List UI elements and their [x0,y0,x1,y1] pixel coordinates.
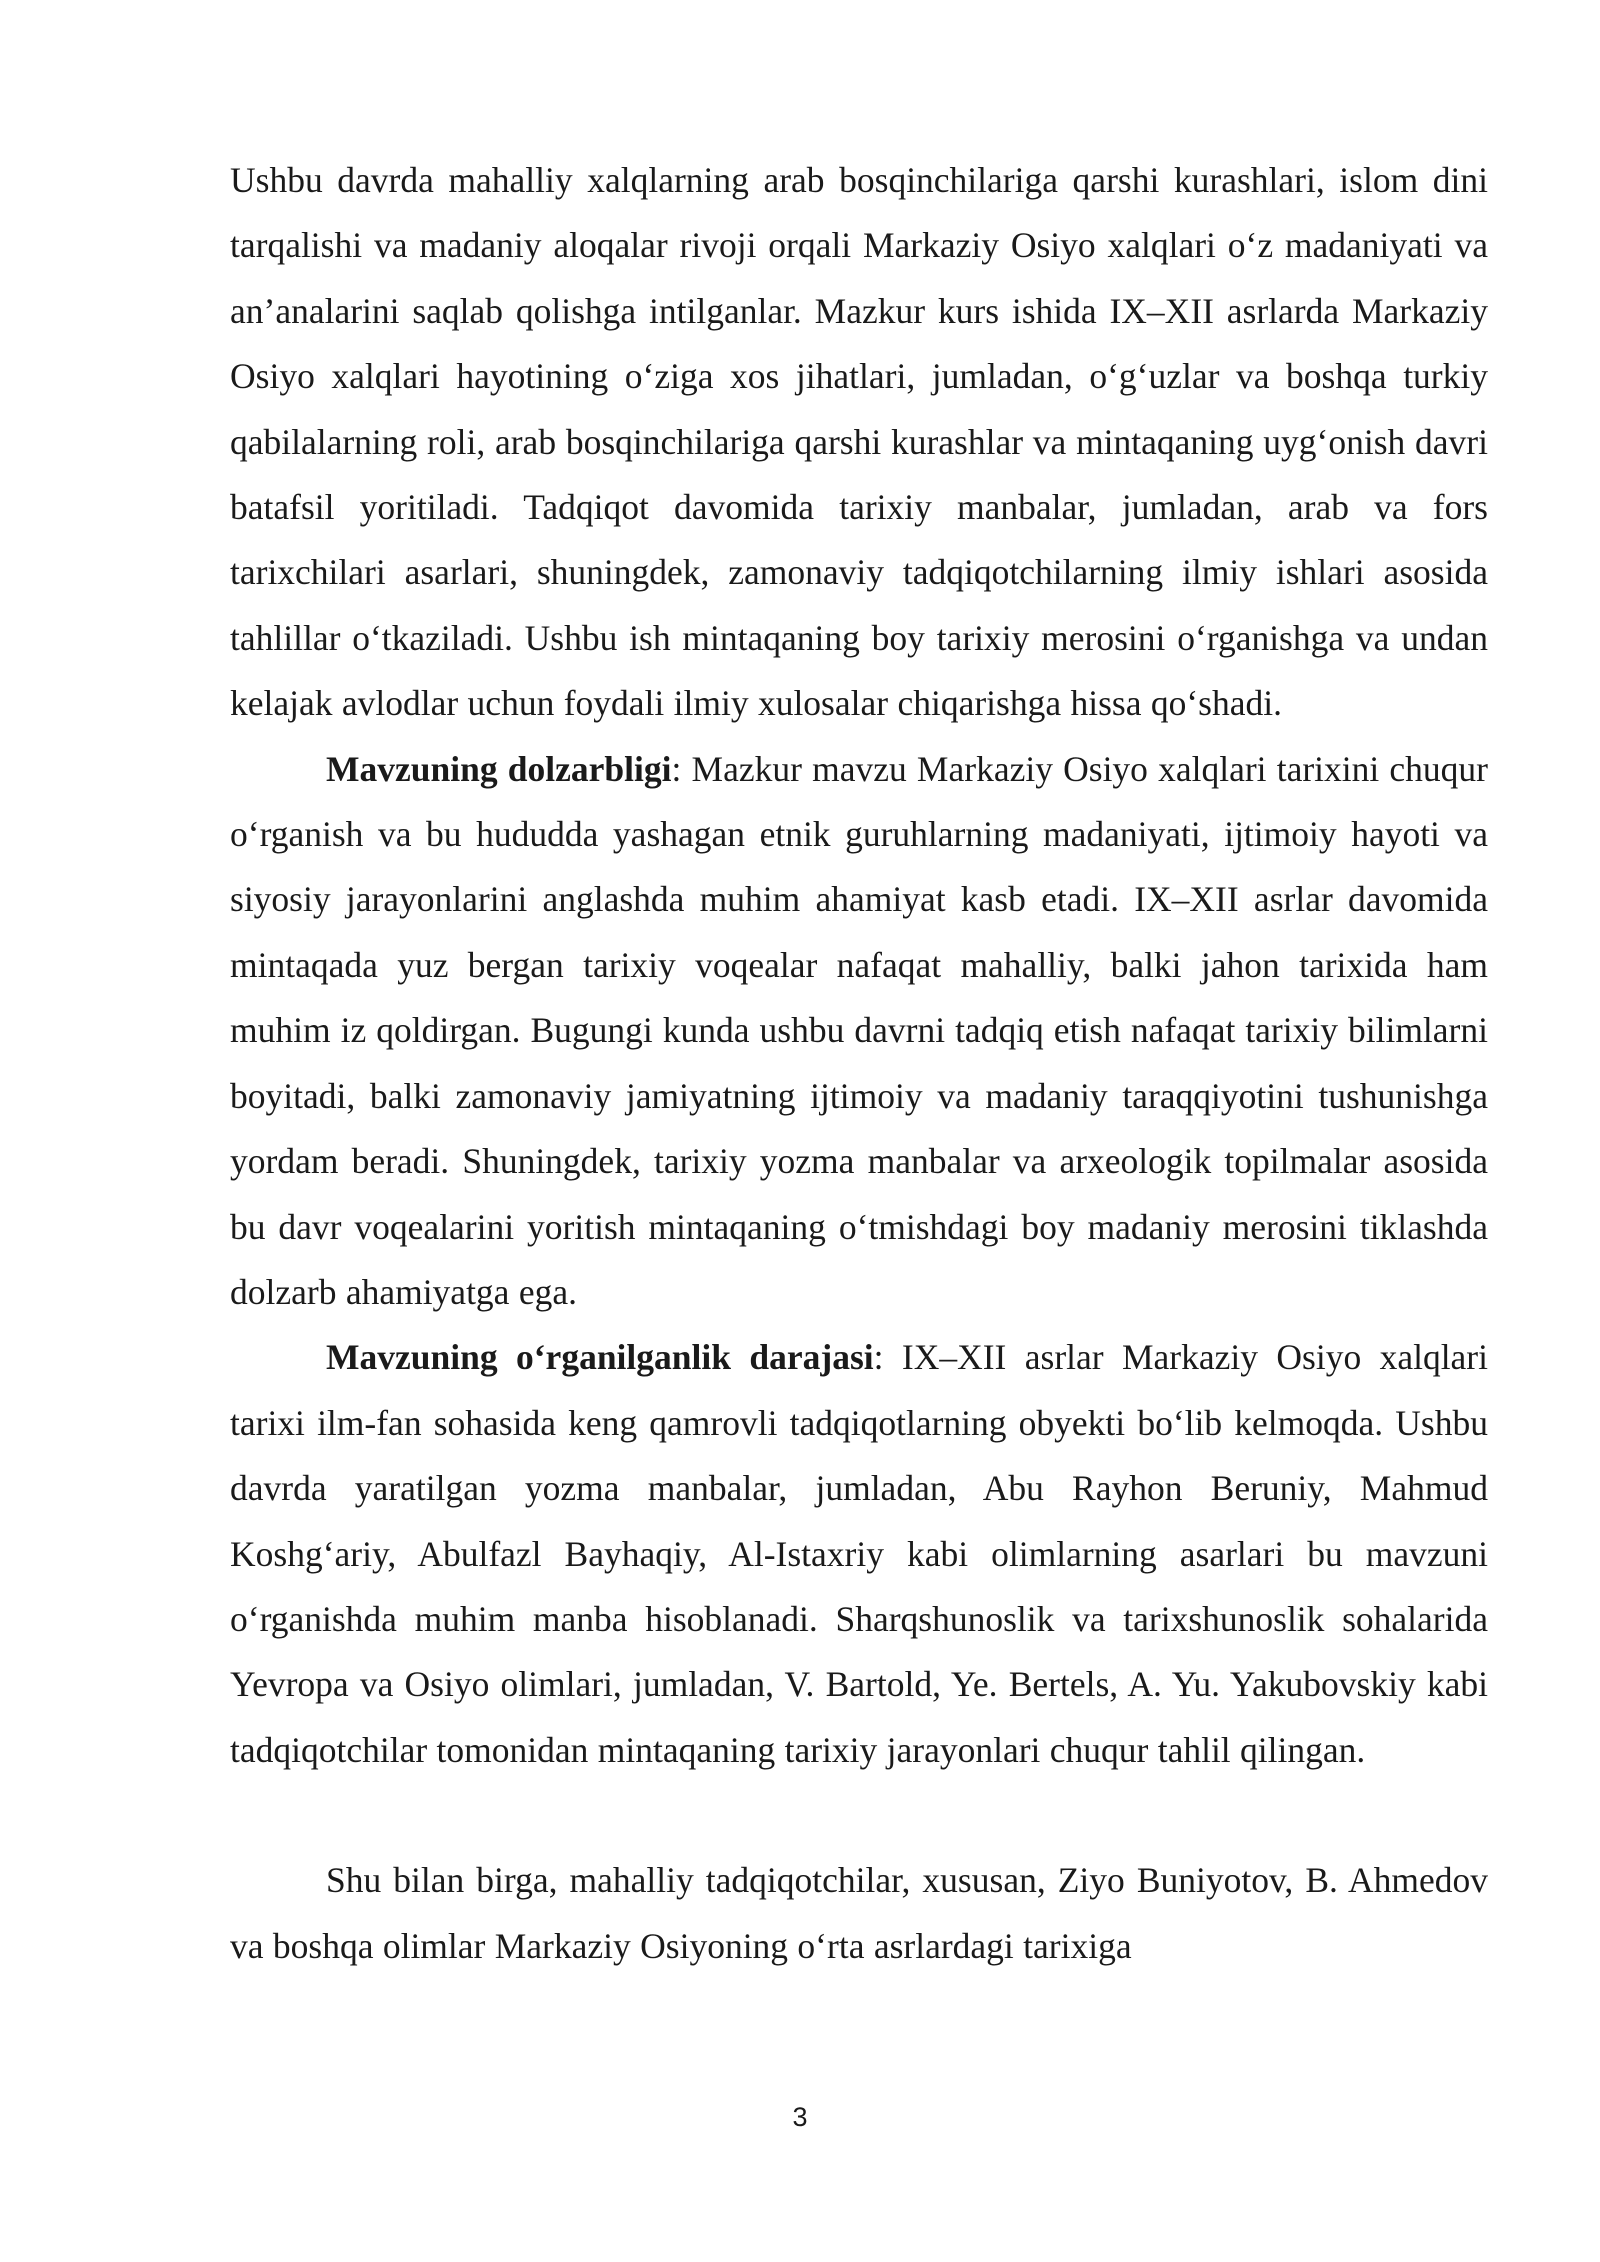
paragraph-text-relevance: : Mazkur mavzu Markaziy Osiyo xalqlari tarixini chuqur o‘rganish va bu hududda yashagan etnik guruhlarning madaniyati, ijtimoiy hayoti va siyosiy jarayonlarini anglashda muhim ahamiyat kasb etadi. IX–XII asrlar davomida mintaqada yuz bergan tarixiy voqealar nafaqat mahalliy, balki jahon tarixida ham muhim iz qoldirgan. Bugungi kunda ushbu davrni tadqiq etish nafaqat tarixiy bilimlarni boyitadi, balki zamonaviy jamiyatning ijtimoiy va madaniy taraqqiyotini tushunishga yordam beradi. Shuningdek, tarixiy yozma manbalar va arxeologik topilmalar asosida bu davr voqealarini yoritish mintaqaning o‘tmishdagi boy madaniy merosini tiklashda dolzarb ahamiyatga ega. [230,748,1489,1312]
paragraph-text-study-level: : IX–XII asrlar Markaziy Osiyo xalqlari tarixi ilm-fan sohasida keng qamrovli tadqiqotlarning obyekti bo‘lib kelmoqda. Ushbu davrda yaratilgan yozma manbalar, jumladan, Abu Rayhon Beruniy, Mahmud Koshg‘ariy, Abulfazl Bayhaqiy, Al-Istaxriy kabi olimlarning asarlari bu mavzuni o‘rganishda muhim manba hisoblanadi. Sharqshunoslik va tarixshunoslik sohalarida Yevropa va Osiyo olimlari, jumladan, V. Bartold, Ye. Bertels, A. Yu. Yakubovskiy kabi tadqiqotchilar tomonidan mintaqaning tarixiy jarayonlari chuqur tahlil qilingan. [230,1337,1488,1770]
body-paragraph-local-researchers: Shu bilan birga, mahalliy tadqiqotchilar, xususan, Ziyo Buniyotov, B. Ahmedov va boshqa olimlar Markaziy Osiyoning o‘rta asrlardagi tarixiga [230,1860,1488,1966]
paragraph-gap [230,1783,1488,1848]
section-term-relevance: Mavzuning dolzarbligi [326,748,672,789]
body-paragraph-intro: Ushbu davrda mahalliy xalqlarning arab bosqinchilariga qarshi kurashlari, islom dini tarqalishi va madaniy aloqalar rivoji orqali Markaziy Osiyo xalqlari o‘z madaniyati va an’analarini saqlab qolishga intilganlar. Mazkur kurs ishida IX–XII asrlarda Markaziy Osiyo xalqlari hayotining o‘ziga xos jihatlari, jumladan, o‘g‘uzlar va boshqa turkiy qabilalarning roli, arab bosqinchilariga qarshi kurashlar va mintaqaning uyg‘onish davri batafsil yoritiladi. Tadqiqot davomida tarixiy manbalar, jumladan, arab va fors tarixchilari asarlari, shuningdek, zamonaviy tadqiqotchilarning ilmiy ishlari asosida tahlillar o‘tkaziladi. Ushbu ish mintaqaning boy tarixiy merosini o‘rganishga va undan kelajak avlodlar uchun foydali ilmiy xulosalar chiqarishga hissa qo‘shadi. [230,160,1488,724]
body-paragraph-relevance [230,737,1488,1326]
section-term-study-level: Mavzuning o‘rganilganlik darajasi [326,1337,874,1378]
document-page [230,148,1488,1979]
body-paragraph-study-level [230,1325,1488,1783]
page-number: 3 [792,2102,808,2132]
